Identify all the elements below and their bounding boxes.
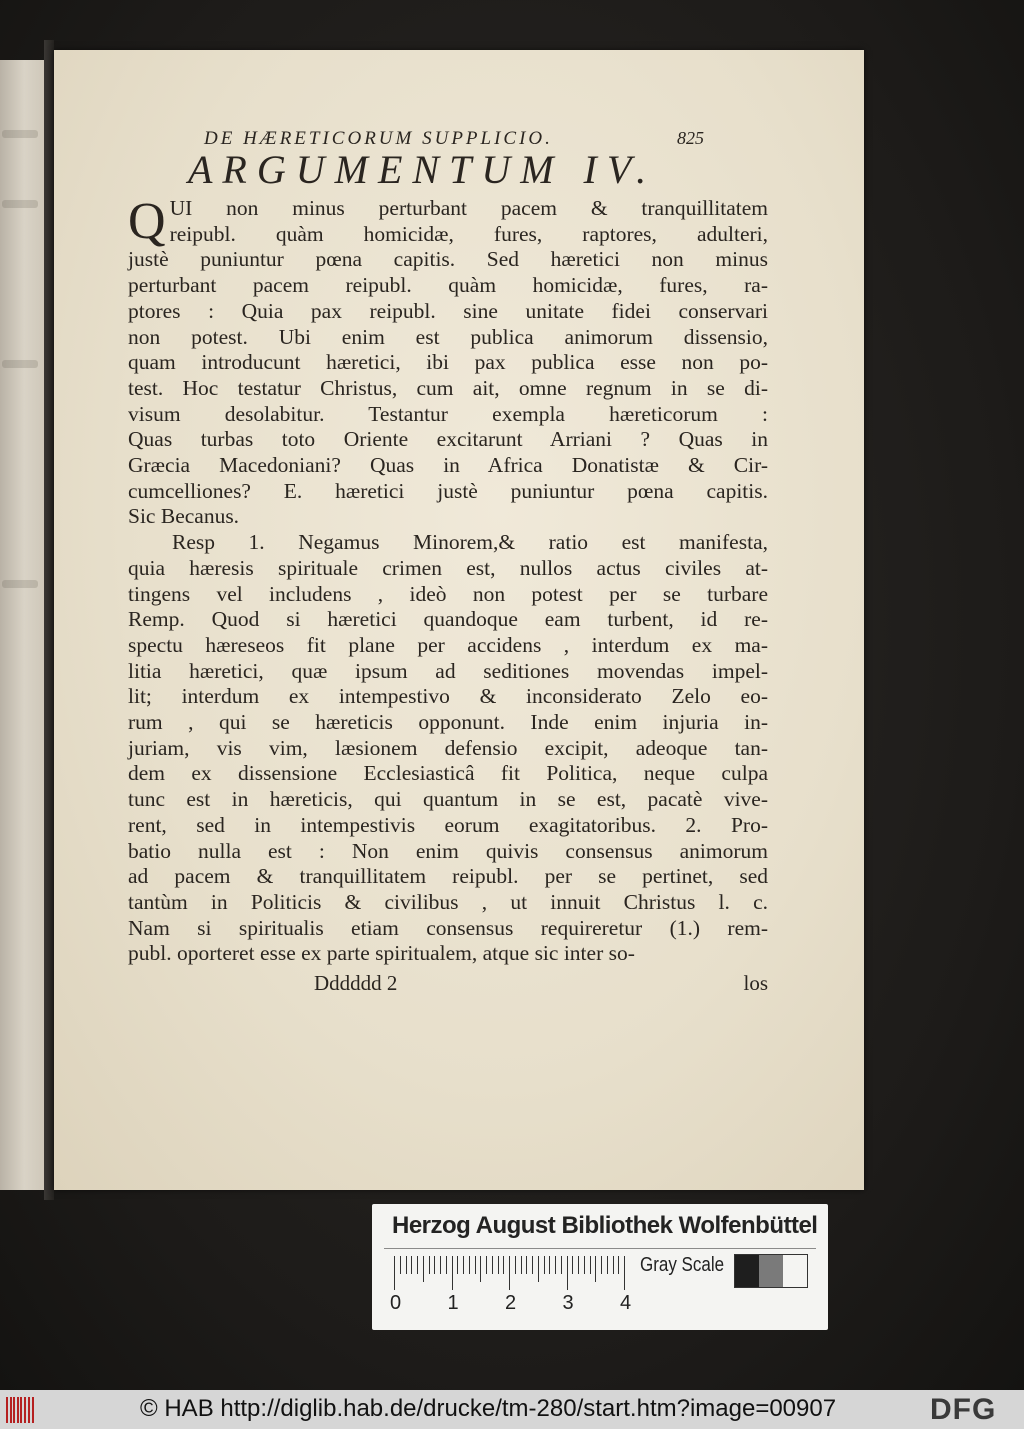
ink-bleed [2,130,38,138]
ruler-tick [572,1256,573,1274]
text-line: publ. oporteret esse ex parte spiritualem, atque sic inter so- [128,941,635,966]
gray-swatch [783,1255,807,1287]
ruler-tick [526,1256,527,1274]
barcode-bar [24,1397,26,1423]
barcode-bar [10,1397,12,1423]
ruler-tick [538,1256,539,1282]
text-line: rum , qui se hæreticis opponunt. Inde enim injuria in- [128,710,768,735]
text-line: Quas turbas toto Oriente excitarunt Arriani ? Quas in [128,427,768,452]
ruler-tick [555,1256,556,1274]
text-line: rent, sed in intempestivis eorum exagitatoribus. 2. Pro- [128,812,768,837]
gray-scale-label: Gray Scale [640,1254,725,1276]
ruler-number: 1 [447,1292,459,1314]
text-line: batio nulla est : Non enim quivis consensus animorum [128,838,768,863]
book-page [54,50,864,1190]
ruler-numbers [386,1292,636,1316]
library-color-card [372,1204,828,1330]
ruler-tick [607,1256,608,1274]
barcode-bar [28,1397,30,1423]
ruler-tick [446,1256,447,1274]
text-line: quam introducunt hæretici, ibi pax publica esse non po- [128,350,768,375]
catchword: los [743,971,768,996]
gray-scale-swatches [734,1254,808,1288]
ruler-number: 3 [562,1292,574,1314]
ruler-tick [475,1256,476,1274]
ruler-number: 2 [505,1292,517,1314]
ruler-tick [394,1256,395,1290]
running-head-title: DE HÆRETICORUM SUPPLICIO. [204,128,553,149]
ruler-tick [434,1256,435,1274]
ruler-tick [567,1256,568,1290]
text-line: lit; interdum ex intempestivo & inconsiderato Zelo eo- [128,684,768,709]
ruler-tick [561,1256,562,1274]
text-line: Resp 1. Negamus Minorem,& ratio est manifesta, [172,530,768,555]
ruler-tick [469,1256,470,1274]
text-line: Remp. Quod si hæretici quandoque eam turbent, id re- [128,607,768,632]
ruler-tick [613,1256,614,1274]
ruler-tick [544,1256,545,1274]
text-line: visum desolabitur. Testantur exempla hæreticorum : [128,401,768,426]
gray-swatch [735,1255,759,1287]
copyright-url[interactable]: © HAB http://diglib.hab.de/drucke/tm-280/start.htm?image=00907 [140,1395,837,1422]
text-line: litia hæretici, quæ ipsum ad seditiones movendas impel- [128,658,768,683]
dfg-logo: DFG [930,1393,997,1426]
text-line: juriam, vis vim, læsionem defensio excipit, adeoque tan- [128,735,768,760]
hab-logo-icon [6,1397,36,1423]
ruler-tick [406,1256,407,1274]
text-line: non potest. Ubi enim est publica animorum dissensio, [128,324,768,349]
body-text [128,193,768,967]
text-line: justè puniuntur pœna capitis. Sed hæretici non minus [128,247,768,272]
ink-bleed [2,360,38,368]
library-name: Herzog August Bibliothek Wolfenbüttel [392,1212,818,1239]
text-line: ad pacem & tranquillitatem reipubl. per se pertinet, sed [128,864,768,889]
barcode-bar [20,1397,22,1423]
label-divider [384,1248,816,1249]
ruler-tick [590,1256,591,1274]
ruler-tick [498,1256,499,1274]
text-line: tunc est in hæreticis, qui quantum in se est, pacatè vive- [128,787,768,812]
barcode-bar [32,1397,34,1423]
ruler-tick [578,1256,579,1274]
text-line: perturbant pacem reipubl. quàm homicidæ, fures, ra- [128,273,768,298]
ruler-tick [429,1256,430,1274]
text-line: quia hæresis spirituale crimen est, nullos actus civiles at- [128,555,768,580]
ruler-tick [601,1256,602,1274]
ruler-tick [452,1256,453,1290]
ruler-tick [624,1256,625,1290]
text-line: UI non minus perturbant pacem & tranquillitatem [169,196,768,220]
ruler-tick [515,1256,516,1274]
barcode-bar [13,1397,15,1423]
text-line: Sic Becanus. [128,504,240,529]
text-line: dem ex dissensione Ecclesiasticâ fit Politica, neque culpa [128,761,768,786]
page-footer-line [128,971,768,996]
text-line: Græcia Macedoniani? Quas in Africa Donatistæ & Cir- [128,453,768,478]
ruler-tick [423,1256,424,1282]
section-title: ARGUMENTUM IV. [188,147,657,192]
ruler-tick [457,1256,458,1274]
text-line: ptores : Quia pax reipubl. sine unitate fidei conservari [128,298,768,323]
footer-bar [0,1390,1024,1429]
ruler-tick [486,1256,487,1274]
ruler-tick [417,1256,418,1274]
text-line: tingens vel includens , ideò non potest per se turbare [128,581,768,606]
ruler-tick [584,1256,585,1274]
signature-mark: Dddddd 2 [314,971,398,996]
text-line: tantùm in Politicis & civilibus , ut innuit Christus l. c. [128,889,768,914]
text-line: test. Hoc testatur Christus, cum ait, omne regnum in se di- [128,375,768,400]
ruler-tick [400,1256,401,1274]
text-line: Nam si spiritualis etiam consensus requireretur (1.) rem- [128,915,768,940]
barcode-bar [6,1397,8,1423]
drop-cap: Q [128,193,166,250]
ruler-tick [440,1256,441,1274]
ink-bleed [2,200,38,208]
text-line: spectu hæreseos fit plane per accidens , interdum ex ma- [128,632,768,657]
text-line: reipubl. quàm homicidæ, fures, raptores, adulteri, [169,221,768,246]
ruler-tick [492,1256,493,1274]
ruler-tick [532,1256,533,1274]
ink-bleed [2,580,38,588]
ruler-tick [503,1256,504,1274]
page-content [128,128,768,996]
ruler-tick [463,1256,464,1274]
ruler-tick [521,1256,522,1274]
measurement-ruler [394,1256,624,1294]
ruler-tick [480,1256,481,1282]
ruler-number: 0 [390,1292,402,1314]
ruler-tick [549,1256,550,1274]
ruler-tick [411,1256,412,1274]
ruler-number: 4 [620,1292,632,1314]
page-number: 825 [677,128,704,148]
book-gutter [44,40,54,1200]
barcode-bar [17,1397,19,1423]
ruler-tick [509,1256,510,1290]
ruler-tick [595,1256,596,1282]
previous-page-edge [0,60,45,1190]
ruler-tick [618,1256,619,1274]
gray-swatch [759,1255,783,1287]
text-line: cumcelliones? E. hæretici justè puniuntur pœna capitis. [128,478,768,503]
